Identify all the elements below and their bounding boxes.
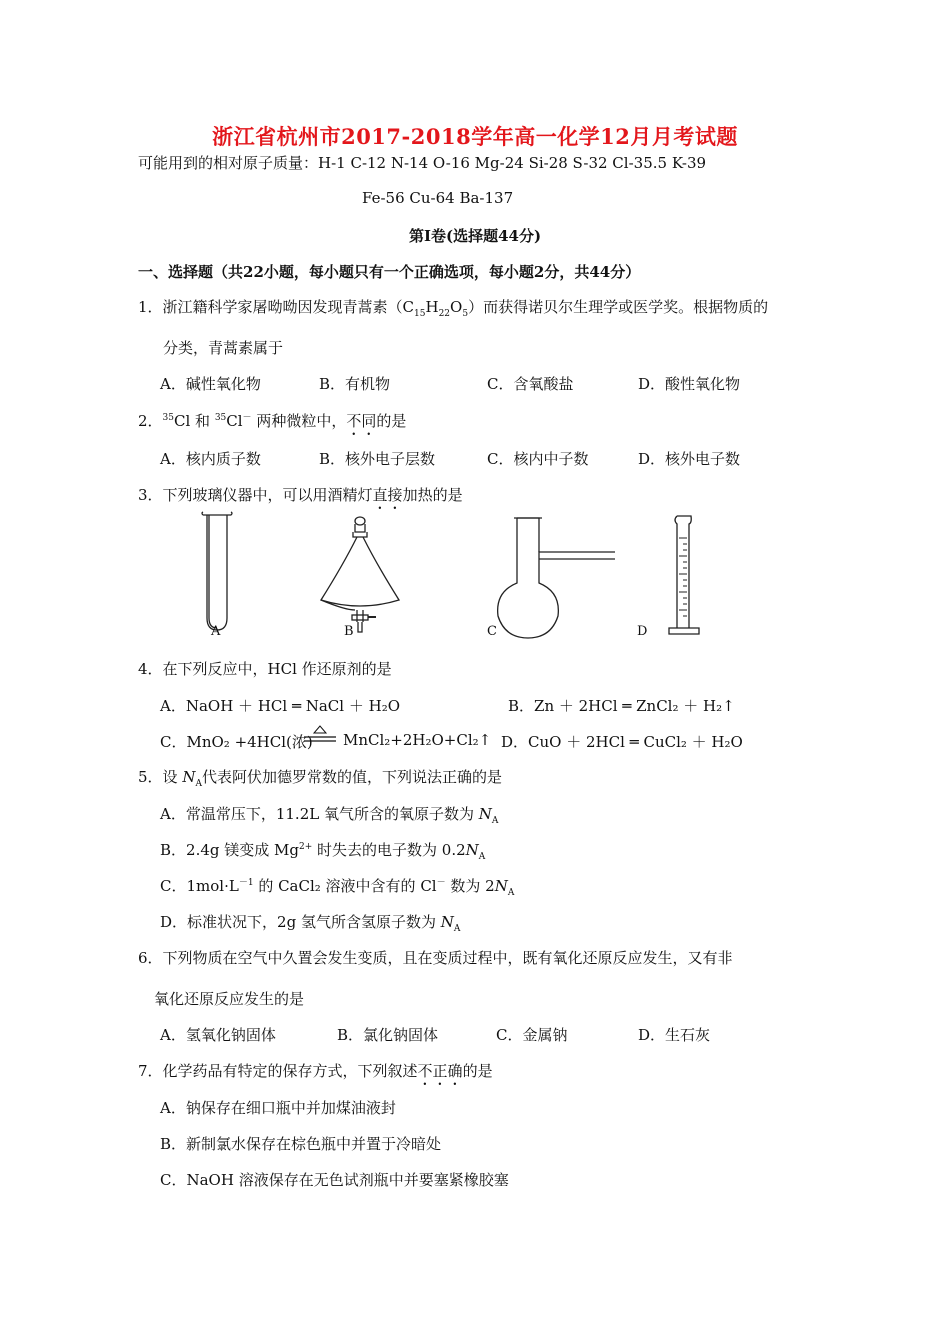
q7-stem: [138, 1060, 493, 1089]
q3-text1: 3．下列玻璃仪器中，可以用酒精灯: [138, 486, 373, 504]
q5-b-text-a: B．2.4g 镁变成 Mg: [160, 841, 299, 859]
q2-text1: Cl 和: [174, 412, 215, 430]
q6-option-d: D．生石灰: [638, 1026, 711, 1044]
q7-emphasis: 不正确: [417, 1062, 463, 1080]
q6-stem-line2: 氧化还原反应发生的是: [154, 990, 305, 1008]
q6-option-c: C．金属钠: [496, 1026, 568, 1044]
q2-sup1: 35: [162, 413, 174, 423]
q5-c-sup: －1: [238, 878, 254, 888]
q5-c-text-c: 数为 2: [445, 877, 495, 895]
q5-d-na: N: [440, 913, 454, 931]
q5-stem: [138, 766, 502, 789]
q5-a-na: N: [478, 805, 492, 823]
q2-sup3: －: [242, 413, 252, 423]
q4-option-c-reactants: C．MnO₂ +4HCl(浓): [160, 733, 313, 751]
q4-option-c-products: MnCl₂+2H₂O+Cl₂↑: [343, 731, 492, 749]
q5-na: N: [182, 768, 196, 786]
q4-stem: 4．在下列反应中，HCl 作还原剂的是: [138, 660, 392, 678]
q5-c-na: N: [494, 877, 508, 895]
q4-option-b: B．Zn ＋ 2HCl ═ ZnCl₂ ＋ H₂↑: [508, 697, 735, 715]
q1-sub3: 5: [462, 309, 469, 319]
q5-option-b: [160, 839, 485, 862]
q3-emphasis: 直接: [372, 486, 403, 504]
q1-option-c: C．含氧酸盐: [487, 375, 574, 393]
q2-text2: Cl: [226, 412, 243, 430]
q7-option-c: C．NaOH 溶液保存在无色试剂瓶中并要塞紧橡胶塞: [160, 1171, 509, 1189]
q1-o: O: [450, 298, 463, 316]
q1-h: H: [425, 298, 439, 316]
q5-na-sub: A: [195, 779, 202, 789]
q5-d-na-sub: A: [453, 924, 461, 934]
distillation-flask-icon: [498, 518, 615, 638]
q1-sub2: 22: [438, 309, 451, 319]
q2-option-c: C．核内中子数: [487, 450, 589, 468]
q5-option-c: [160, 875, 514, 898]
apparatus-label-d: D: [637, 624, 648, 639]
q6-option-a: A．氢氧化钠固体: [160, 1026, 276, 1044]
section-title: 一、选择题（共22小题，每小题只有一个正确选项，每小题2分，共44分）: [138, 263, 641, 281]
q1-stem-line2: 分类，青蒿素属于: [163, 339, 284, 357]
q5-option-d: [160, 911, 460, 934]
q5-b-text-b: 时失去的电子数为 0.2: [312, 841, 466, 859]
q2-num: 2．: [138, 412, 163, 430]
q5-c-text-b: 的 CaCl₂ 溶液中含有的 Cl: [253, 877, 437, 895]
q3-stem: [138, 484, 463, 513]
q1-option-b: B．有机物: [319, 375, 391, 393]
q1-stem-line1: [138, 296, 768, 319]
q5-stem-b: 代表阿伏加德罗常数的值，下列说法正确的是: [201, 768, 502, 786]
q1-text-b: ）而获得诺贝尔生理学或医学奖。根据物质的: [468, 298, 769, 316]
part-title: 第Ⅰ卷(选择题44分): [408, 227, 542, 245]
q6-stem-line1: 6．下列物质在空气中久置会发生变质，且在变质过程中，既有氧化还原反应发生，又有非: [138, 949, 733, 967]
apparatus-figure: [195, 510, 735, 645]
q6-option-b: B．氯化钠固体: [337, 1026, 439, 1044]
apparatus-label-b: B: [344, 624, 354, 639]
q7-text1: 7．化学药品有特定的保存方式，下列叙述: [138, 1062, 418, 1080]
q3-text2: 加热的是: [402, 486, 463, 504]
q5-c-text-a: C．1mol·L: [160, 877, 239, 895]
apparatus-label-a: A: [211, 624, 221, 639]
q5-d-text: D．标准状况下，2g 氢气所含氢原子数为: [160, 913, 441, 931]
q2-text4: 的是: [376, 412, 407, 430]
q1-sub1: 15: [414, 309, 426, 319]
q7-option-a: A．钠保存在细口瓶中并加煤油液封: [160, 1099, 396, 1117]
q2-sup2: 35: [214, 413, 227, 423]
q2-text3: 两种微粒中，: [251, 412, 347, 430]
q7-text2: 的是: [462, 1062, 493, 1080]
q7-option-b: B．新制氯水保存在棕色瓶中并置于冷暗处: [160, 1135, 442, 1153]
q2-emphasis: 不同: [346, 412, 377, 430]
heat-equals-icon: [302, 724, 338, 746]
q1-option-a: A．碱性氧化物: [160, 375, 261, 393]
q5-b-na: N: [465, 841, 479, 859]
q5-c-sup2: －: [436, 878, 446, 888]
q2-stem: [138, 410, 406, 439]
q5-a-na-sub: A: [491, 816, 499, 826]
q5-c-na-sub: A: [507, 888, 515, 898]
q2-option-a: A．核内质子数: [160, 450, 261, 468]
q5-stem-a: 5．设: [138, 768, 183, 786]
q5-b-sup: 2+: [298, 842, 313, 852]
q5-a-text: A．常温常压下，11.2L 氧气所含的氧原子数为: [160, 805, 479, 823]
q5-b-na-sub: A: [478, 852, 486, 862]
separatory-funnel-icon: [321, 517, 399, 632]
page-title: 浙江省杭州市2017-2018学年高一化学12月月考试题: [212, 124, 738, 149]
q4-option-d: D．CuO ＋ 2HCl ═ CuCl₂ ＋ H₂O: [501, 733, 743, 751]
test-tube-icon: [202, 512, 232, 630]
q2-option-d: D．核外电子数: [638, 450, 741, 468]
apparatus-label-c: C: [487, 624, 497, 639]
q1-option-d: D．酸性氧化物: [638, 375, 741, 393]
atomic-masses-line1: 可能用到的相对原子质量：H-1 C-12 N-14 O-16 Mg-24 Si-28 S-32 Cl-35.5 K-39: [138, 154, 707, 172]
q1-text-a: 1．浙江籍科学家屠呦呦因发现青蒿素（C: [138, 298, 415, 316]
q4-option-a: A．NaOH ＋ HCl ═ NaCl ＋ H₂O: [160, 697, 401, 715]
q2-option-b: B．核外电子层数: [319, 450, 436, 468]
atomic-masses-line2: Fe-56 Cu-64 Ba-137: [362, 189, 514, 207]
graduated-cylinder-icon: [669, 516, 699, 634]
q5-option-a: [160, 803, 498, 826]
